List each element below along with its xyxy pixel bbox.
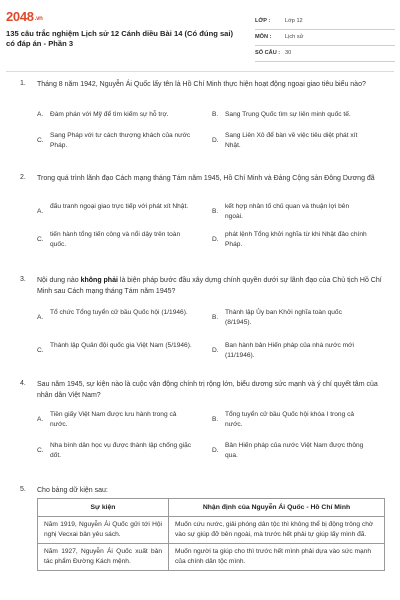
- meta-row-subject: [255, 30, 395, 46]
- option-letter: C.: [37, 137, 44, 144]
- table-header-row: [38, 499, 385, 517]
- option-text: Tiền giấy Việt Nam được lưu hành trong cả nước.: [50, 411, 177, 428]
- meta-row-count: [255, 46, 395, 62]
- option-letter: B.: [212, 314, 219, 321]
- logo-tld: .vn: [34, 16, 43, 22]
- events-table: [37, 498, 385, 571]
- document-header: [0, 0, 400, 62]
- option-text: đấu tranh ngoại giao trực tiếp với phát xít Nhật.: [50, 203, 189, 210]
- option-text: Đàm phán với Mỹ để tìm kiếm sự hỗ trợ.: [50, 111, 169, 118]
- question-text-end: là biện pháp bước đầu xây dựng chính quyền dưới sự lãnh đạo của Chủ tịch Hồ Chí Minh sau Cách mạng tháng Tám năm 1945?: [37, 277, 382, 295]
- meta-class-label: LỚP :: [255, 18, 271, 24]
- question-text-start: Nội dung nào: [37, 277, 81, 284]
- option-letter: C.: [37, 447, 44, 454]
- question-text: [37, 276, 382, 297]
- option-letter: B.: [212, 208, 219, 215]
- table-header-event: Sự kiện: [38, 499, 169, 517]
- meta-count-value: 30: [285, 50, 292, 56]
- option-text: Tổng tuyển cử bầu Quốc hội khóa I trong cả nước.: [225, 411, 355, 428]
- option-letter: C.: [37, 347, 44, 354]
- option-letter: A.: [37, 111, 44, 118]
- option-text: Nha bình dân học vụ được thành lập chống giặc dốt.: [50, 442, 192, 459]
- table-cell-event: Năm 1927, Nguyễn Ái Quốc xuất bản tác phẩm Đường Kách mệnh.: [38, 544, 169, 571]
- question-number: 3.: [20, 276, 26, 283]
- table-row: [38, 517, 385, 544]
- question-number: 1.: [20, 80, 26, 87]
- option-text: tiến hành tổng tiến công và nổi dậy trên toàn quốc.: [50, 231, 181, 248]
- question-number: 4.: [20, 380, 26, 387]
- option-text: Thành lập Ủy ban Khởi nghĩa toàn quốc (8/1945).: [225, 309, 342, 326]
- option-text: Sang Liên Xô để bàn về việc tiêu diệt phát xít Nhật.: [225, 132, 358, 149]
- question-text: Tháng 8 năm 1942, Nguyễn Ái Quốc lấy tên là Hồ Chí Minh thực hiện hoạt động ngoại giao tiêu biểu nào?: [37, 81, 366, 88]
- meta-count-label: SỐ CÂU :: [255, 50, 281, 56]
- table-cell-assessment: Muốn cứu nước, giải phóng dân tộc thì không thể bị động trông chờ vào sự giúp đỡ bên ngoài, mà trước hết phải tự giúp lấy mình đã.: [169, 517, 385, 544]
- logo-main: 2048: [6, 9, 34, 24]
- option-letter: D.: [212, 137, 219, 144]
- question-text-emphasis: không phải: [80, 277, 118, 284]
- option-letter: C.: [37, 236, 44, 243]
- option-text: Tổ chức Tổng tuyển cử bầu Quốc hội (1/1946).: [50, 309, 188, 316]
- header-divider: [6, 71, 394, 72]
- option-text: Sang Pháp với tư cách thượng khách của nước Pháp.: [50, 132, 191, 149]
- meta-subject-label: MÔN :: [255, 34, 272, 40]
- option-text: Thành lập Quân đội quốc gia Việt Nam (5/1946).: [50, 342, 192, 349]
- meta-info: [255, 14, 395, 62]
- table-cell-assessment: Muốn người ta giúp cho thì trước hết mình phải dựa vào sức mạnh của chính dân tộc mình.: [169, 544, 385, 571]
- table-header-assessment: Nhận định của Nguyễn Ái Quốc - Hồ Chí Minh: [169, 499, 385, 517]
- meta-class-value: Lớp 12: [285, 18, 303, 24]
- question-number: 2.: [20, 174, 26, 181]
- option-letter: B.: [212, 111, 219, 118]
- meta-subject-value: Lịch sử: [285, 34, 304, 40]
- option-text: Sang Trung Quốc tìm sự liên minh quốc tế.: [225, 111, 351, 118]
- option-letter: A.: [37, 208, 44, 215]
- option-text: Bản Hiến pháp của nước Việt Nam được thông qua.: [225, 442, 364, 459]
- page-title: 135 câu trắc nghiệm Lịch sử 12 Cánh diều Bài 14 (Có đúng sai) có đáp án - Phần 3: [6, 29, 234, 48]
- option-letter: A.: [37, 314, 44, 321]
- option-text: kết hợp nhân tố chủ quan và thuận lợi bên ngoài.: [225, 203, 350, 220]
- option-letter: A.: [37, 416, 44, 423]
- table-row: [38, 544, 385, 571]
- site-logo[interactable]: [6, 9, 43, 24]
- meta-row-class: [255, 14, 395, 30]
- option-letter: D.: [212, 447, 219, 454]
- question-text: Sau năm 1945, sự kiện nào là cuộc vận động chính trị rộng lớn, biểu dương sức mạnh và ý chí quyết tâm của nhân dân Việt Nam?: [37, 381, 378, 399]
- question-text: Cho bảng dữ kiện sau:: [37, 487, 108, 494]
- table-cell-event: Năm 1919, Nguyễn Ái Quốc gửi tới Hội nghị Vecxai bản yêu sách.: [38, 517, 169, 544]
- question-text: Trong quá trình lãnh đạo Cách mạng tháng Tám năm 1945, Hồ Chí Minh và Đảng Cộng sản Đông Dương đã: [37, 175, 375, 182]
- question-number: 5.: [20, 486, 26, 493]
- option-text: phát lệnh Tổng khởi nghĩa từ khi Nhật đảo chính Pháp.: [225, 231, 367, 248]
- option-text: Ban hành bản Hiến pháp của nhà nước mới (11/1946).: [225, 342, 354, 359]
- option-letter: D.: [212, 347, 219, 354]
- option-letter: B.: [212, 416, 219, 423]
- option-letter: D.: [212, 236, 219, 243]
